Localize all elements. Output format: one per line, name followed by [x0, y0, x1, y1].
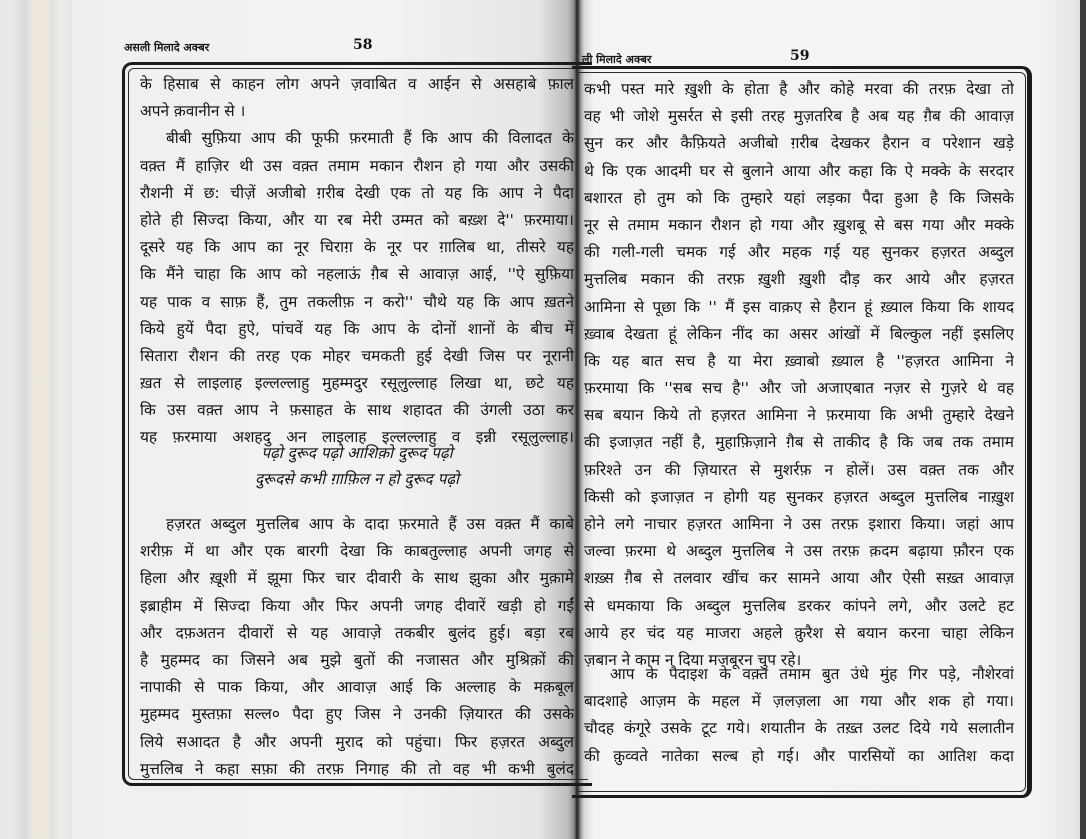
text-line: हज़रत अब्दुल मुत्तलिब आप के दादा फ़रमाते हैं उस वक़्त मैं काबे	[166, 515, 574, 533]
verse-line: पढ़ो दुरूद पढ़ो आशिक़ो दुरूद पढ़ो	[261, 444, 453, 462]
text-line: होने लगे नाचार हज़रत आमिना ने उस तरफ़ इशारा किया। जहां आप	[584, 515, 1014, 533]
text-line: यह फ़रमाया अशहदु अन लाइलाह इल्लल्लाहु व इन्नी रसूलुल्लाह।	[140, 428, 574, 447]
text-line: की इजाज़त नहीं है, मुहाफ़िज़ाने ग़ैब से ताकीद है कि जब तक तमाम	[584, 433, 1014, 452]
text-line: और दफ़अतन दीवारों से यह आवाज़े तकबीर बुलंद हुई। बड़ा रब	[140, 623, 574, 642]
left-running-title: असली मिलादे अक्बर	[124, 41, 210, 54]
text-line: सितारा रौशन की तरह एक मोहर चमकती हुई देखी जिस पर नूरानी	[140, 346, 574, 365]
text-line: इब्राहीम में सिज्दा किया और फिर अपनी जगह दीवारें खड़ी हो गईं	[140, 596, 574, 615]
text-line: बादशाहे आज़म के महल में ज़लज़ला आ गया और शक हो गया।	[584, 692, 1014, 711]
left-page-number: 58	[353, 37, 373, 53]
text-line: की क़ुव्वते नातेका सल्ब हो गई। और पारसियों का आतिश कदा	[584, 746, 1014, 765]
right-running-title: ली मिलादे अक्बर	[582, 53, 652, 66]
text-line: से धमकाया कि अब्दुल मुत्तलिब डरकर कांपने लगे, और उलटे हट	[584, 596, 1014, 615]
text-line: की गली-गली चमक गई और महक गई यह सुनकर हज़रत अब्दुल	[584, 243, 1014, 262]
text-line: किये हुयें पैदा हुऐ, पांचवें यह कि आप के दोनों शानों के बीच में	[140, 319, 574, 338]
text-line: मुत्तलिब मकान की तरफ़ ख़ुशी ख़ुशी दौड़ कर आये और हज़रत	[584, 270, 1014, 289]
right-page-body-top	[584, 76, 1014, 674]
text-line: कि यह बात सच है या मेरा ख़्वाबो ख़्याल है ''हज़रत आमिना ने	[584, 351, 1014, 370]
right-page-body-bottom	[584, 661, 1014, 770]
text-line: जल्वा फ़रमा थे अब्दुल मुत्तलिब ने उस तरफ़ क़दम बढ़ाया फ़ौरन एक	[584, 542, 1014, 561]
text-line: लिये सआदत है और अपनी मुराद को पहुंचा। फिर हज़रत अब्दुल	[140, 732, 574, 751]
left-page-body-bottom	[140, 511, 574, 783]
text-line: कि उस वक़्त आप ने फ़साहत के साथ शहादत की उंगली उठा कर	[140, 401, 574, 420]
text-line: अपने क़वानीन से ।	[140, 102, 246, 121]
text-line: होते ही सिज्दा किया, और या रब मेरी उम्मत को बख़्श दे'' फ़रमाया।	[140, 210, 574, 229]
text-line: आये हर चंद यह माजरा अहले क़ुरैश से बयान करना चाहा लेकिन	[584, 623, 1014, 642]
text-line: आमिना से पूछा कि '' मैं इस वाक़ए से हैरान हूं ख़्याल किया कि शायद	[584, 297, 1014, 316]
text-line: है मुहम्मद का जिसने अब मुझे बुतों की नजासत और मुश्रिक़ों की	[140, 650, 574, 669]
book-page-edges	[0, 0, 72, 839]
text-line: बीबी सुफ़िया आप की फूफी फ़रमाती हैं कि आप की विलादत के	[166, 129, 574, 148]
text-line: सुन कर और कैफ़ियते अजीबो ग़रीब देखकर हैरान व परेशान खड़े	[584, 134, 1014, 153]
text-line: वह भी जोशे मुसर्रत से इसी तरह मुज़तरिब है अब यह ग़ैब की आवाज़	[584, 107, 1014, 126]
text-line: ख़त से लाइलाह इल्लल्लाहु मुहम्मदुर रसूलुल्लाह लिखा था, छटे यह	[140, 374, 574, 393]
left-page-body-top	[140, 71, 574, 452]
text-line: आप के पैदाइश के वक़्त तमाम बुत उंधे मुंह गिर पड़े, नौशेरवां	[610, 665, 1014, 683]
text-line: रौशनी में छ: चीज़ें अजीबो ग़रीब देखी एक तो यह कि आप ने पैदा	[140, 183, 574, 202]
text-line: यह पाक व साफ़ हैं, तुम तकलीफ़ न करो'' चौथे यह कि आप ख़तने	[140, 292, 574, 311]
text-line: कि मैंने चाहा कि आप को नहलाऊं ग़ैब से आवाज़ आई, ''ऐ सुफ़िया	[140, 265, 574, 284]
text-line: चौदह कंगूरे उसके टूट गये। शयातीन के तख़्त उलट दिये गये सलातीन	[584, 719, 1014, 738]
text-line: फ़रिश्ते उन की ज़ियारत से मुशर्रफ़ न होलें। उस वक़्त तक और	[584, 460, 1014, 479]
verse-line: दुरूदसे कभी ग़ाफ़िल न हो दुरूद पढ़ो	[254, 470, 460, 488]
text-line: शख़्स ग़ैब से तलवार खींच कर सामने आया और ऐसी सख़्त आवाज़	[584, 569, 1014, 588]
text-line: के हिसाब से काहन लोग अपने ज़वाबित व आईन से असहाबे फ़ाल	[140, 75, 574, 93]
text-line: मुत्तलिब ने कहा सफ़ा की तरफ़ निगाह की तो वह भी कभी बुलंद	[140, 759, 574, 778]
text-line: नापाकी से पाक किया, और आवाज़ आई कि अल्लाह के मक़बूल	[140, 678, 574, 697]
text-line: सब बयान किये तो हज़रत आमिना ने फ़रमाया कि अभी तुम्हारे देखने	[584, 406, 1014, 425]
text-line: हिला और ख़ूशी में झूमा फिर चार दीवारी के साथ झुका और मुक़ामे	[140, 569, 574, 588]
text-line: फ़रमाया कि ''सब सच है'' और जो अजाएबात नज़र से गुज़रे थे वह	[584, 379, 1014, 398]
right-page-number: 59	[790, 48, 810, 64]
text-line: कभी पस्त मारे ख़ुशी के होता है और कोहे मरवा की तरफ़ देखा तो	[584, 80, 1014, 98]
text-line: ख़्वाब देखता हूं लेकिन नींद का असर आंखों में बिल्कुल नहीं इसलिए	[584, 324, 1014, 343]
text-line: थे कि एक आदमी घर से बुलाने आया और कहा कि ऐ मक्के के सरदार	[584, 161, 1014, 180]
text-line: बशारत हो तुम को कि तुम्हारे यहां लड़का पैदा हुआ है कि जिसके	[584, 188, 1014, 207]
text-line: मुहम्मद मुस्तफ़ा सल्ल० पैदा हुए जिस ने उनकी ज़ियारत की उसके	[140, 705, 574, 724]
text-line: शरीफ़ में था और एक बारगी देखा कि काबतुल्लाह अपनी जगह से	[140, 542, 574, 561]
text-line: दूसरे यह कि आप का नूर चिराग़ के नूर पर ग़ालिब था, तीसरे यह	[140, 238, 574, 257]
right-page-edge	[1080, 0, 1086, 839]
text-line: वक़्त मैं हाज़िर थी उस वक़्त तमाम मकान रौशन हो गया और उसकी	[140, 156, 574, 175]
text-line: ज़बान ने काम न दिया मजबूरन चुप रहे।	[584, 650, 802, 669]
text-line: नूर से तमाम मकान रौशन हो गया और ख़ुशबू से बस गया और मक्के	[584, 215, 1014, 234]
text-line: किसी को इजाज़त न होगी यह सुनकर हज़रत अब्दुल मुत्तलिब नाख़ुश	[584, 487, 1014, 506]
